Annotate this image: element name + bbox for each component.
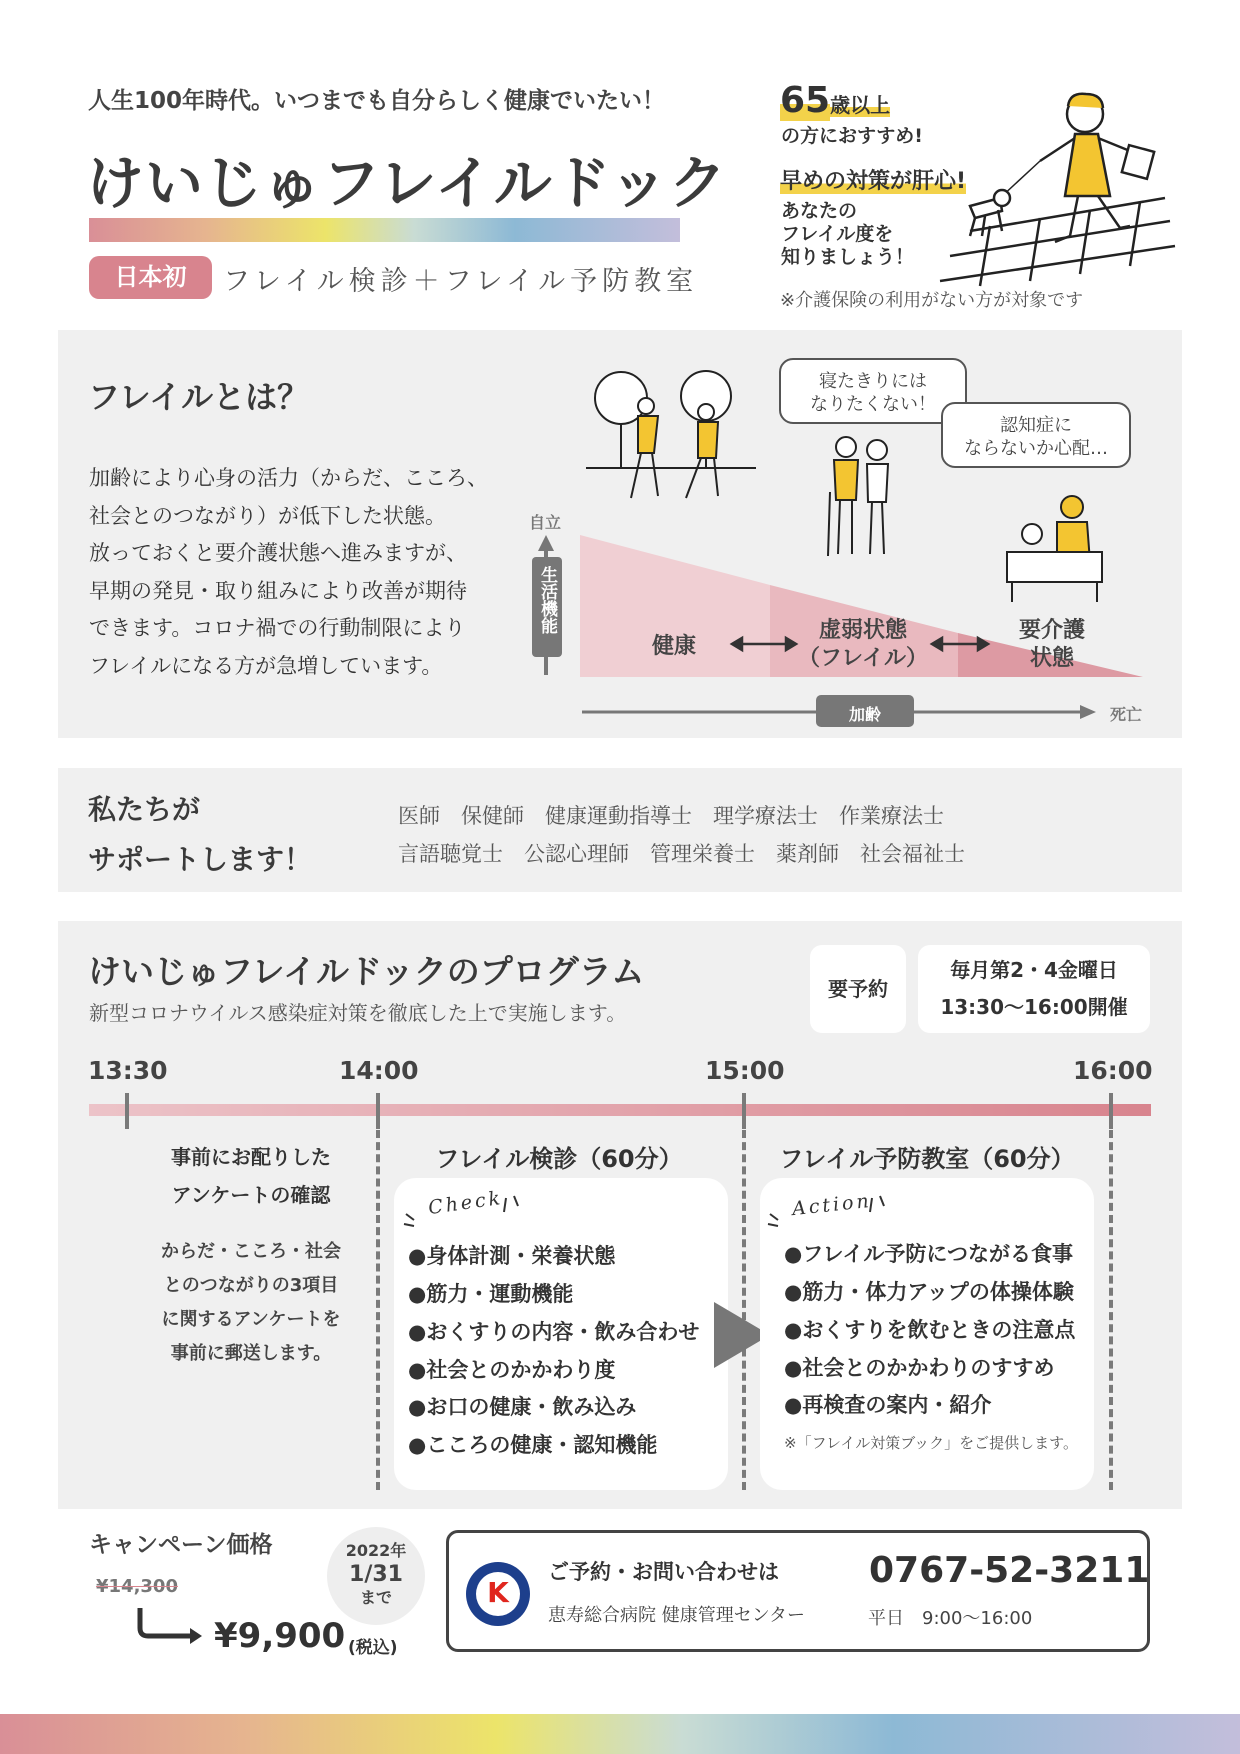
timeline-tick (376, 1093, 380, 1129)
pre-check-title (140, 1138, 362, 1214)
check-accent-marks (400, 1190, 530, 1230)
tagline: 人生100年時代。いつまでも自分らしく健康でいたい！ (88, 88, 666, 114)
time-1400: 14:00 (339, 1056, 419, 1085)
contact-box (446, 1530, 1150, 1652)
stage-frail-line-1: 虚弱状態 (818, 618, 907, 643)
target-note: ※介護保険の利用がない方が対象です (780, 290, 1084, 311)
deadline-suffix: まで (359, 1588, 392, 1607)
stage-care-label (1005, 617, 1099, 673)
target-headline-text: 早めの対策が肝心! (780, 169, 967, 194)
frail-body-line: 早期の発見・取り組みにより改善が期待 (89, 578, 467, 603)
schedule-box (918, 945, 1150, 1033)
action-item: ●筋力・体力アップの体操体験 (784, 1280, 1074, 1304)
support-roles-row-1: 医師 保健師 健康運動指導士 理学療法士 作業療法士 (398, 804, 944, 828)
timeline-divider (376, 1130, 380, 1490)
schedule-time: 13:30～16:00開催 (940, 995, 1128, 1019)
contact-title: ご予約・お問い合わせは (548, 1560, 779, 1584)
timeline-tick (1109, 1093, 1113, 1129)
target-age (780, 80, 890, 121)
support-roles-row-2: 言語聴覚士 公認心理師 管理栄養士 薬剤師 社会福祉士 (398, 842, 965, 866)
contact-phone[interactable]: 0767-52-3211 (869, 1550, 1150, 1591)
frail-body-line: 社会とのつながり）が低下した状態。 (89, 503, 446, 528)
target-line-2: フレイル度を (781, 223, 894, 245)
bubble-line: 寝たきりには (819, 371, 927, 392)
program-subtext: 新型コロナウイルス感染症対策を徹底した上で実施します。 (89, 1001, 627, 1025)
frail-body (89, 460, 488, 685)
page-subtitle: フレイル検診＋フレイル予防教室 (223, 266, 699, 297)
target-age-suffix: 歳以上 (830, 93, 891, 117)
deadline-date: 1/31 (349, 1562, 403, 1587)
page-title: けいじゅフレイルドック (86, 149, 728, 217)
stage-health-label: 健康 (652, 634, 697, 659)
bubble-line: なりたくない！ (810, 394, 936, 415)
price-tax-note: (税込) (348, 1638, 398, 1658)
old-price: ¥14,300 (96, 1576, 178, 1597)
axis-independence-label: 自立 (529, 513, 562, 532)
action-item: ●フレイル予防につながる食事 (784, 1242, 1074, 1266)
stage-care-line-1: 要介護 (1018, 618, 1085, 643)
pre-check-body (140, 1235, 362, 1371)
pre-check-body-line: 事前に郵送します。 (170, 1343, 332, 1364)
bubble-line: 認知症に (1000, 415, 1072, 436)
action-item: ●おくすりを飲むときの注意点 (784, 1318, 1076, 1342)
target-line-1: あなたの (781, 200, 858, 222)
stage-care-line-2: 状態 (1029, 646, 1074, 671)
frail-body-line: フレイルになる方が急増しています。 (89, 653, 443, 678)
action-note: ※「フレイル対策ブック」をご提供します。 (784, 1434, 1078, 1452)
action-item: ●社会とのかかわりのすすめ (784, 1356, 1055, 1380)
walking-couple-illustration (586, 368, 756, 508)
axis-life-function-label: 生活機能 (537, 566, 557, 634)
timeline-bar (89, 1104, 1151, 1116)
action-accent-marks (764, 1190, 894, 1230)
pre-check-title-line-2: アンケートの確認 (171, 1183, 331, 1207)
check-item: ●筋力・運動機能 (408, 1282, 574, 1306)
hospital-logo-letter: K (487, 1576, 509, 1609)
time-1500: 15:00 (705, 1056, 785, 1085)
check-script-label: Check (426, 1186, 505, 1220)
support-heading-line-1: 私たちが (88, 793, 201, 826)
first-in-japan-badge: 日本初 (89, 256, 212, 299)
pre-check-body-line: とのつながりの3項目 (163, 1275, 339, 1296)
contact-hours: 平日 9:00～16:00 (868, 1608, 1033, 1629)
frail-body-line: 加齢により心身の活力（からだ、こころ、 (89, 466, 488, 490)
support-heading (88, 785, 312, 885)
check-item: ●身体計測・栄養状態 (408, 1244, 616, 1268)
death-label: 死亡 (1110, 705, 1143, 724)
action-section-title: フレイル予防教室（60分） (779, 1145, 1075, 1173)
price-arrow-icon (134, 1606, 204, 1646)
target-age-number: 65 (780, 80, 831, 121)
check-item: ●おくすりの内容・飲み合わせ (408, 1320, 700, 1344)
check-item: ●お口の健康・飲み込み (408, 1395, 637, 1419)
walking-woman-illustration (930, 86, 1190, 296)
title-rainbow-bar (89, 218, 680, 242)
vertical-axis-arrow (538, 535, 554, 551)
pre-check-title-line-1: 事前にお配りした (171, 1145, 331, 1169)
check-item: ●こころの健康・認知機能 (408, 1433, 658, 1457)
speech-bubble-dementia (941, 402, 1131, 468)
campaign-deadline-badge (327, 1527, 425, 1625)
footer-rainbow-bar (0, 1714, 1240, 1754)
action-item: ●再検査の案内・紹介 (784, 1393, 992, 1417)
schedule-days: 毎月第2・4金曜日 (950, 958, 1118, 982)
timeline-tick (742, 1093, 746, 1129)
time-1600: 16:00 (1073, 1056, 1153, 1085)
campaign-price-label: キャンペーン価格 (89, 1532, 273, 1558)
target-recommend: の方におすすめ! (781, 125, 923, 147)
check-item: ●社会とのかかわり度 (408, 1358, 616, 1382)
timeline-divider (1109, 1130, 1113, 1490)
hospital-logo (466, 1562, 530, 1626)
stage-frail-label (798, 617, 928, 673)
action-script-label: Action (791, 1189, 873, 1221)
pre-check-body-line: に関するアンケートを (161, 1309, 341, 1330)
program-heading: けいじゅフレイルドックのプログラム (88, 952, 645, 991)
frail-body-line: できます。コロナ禍での行動制限により (89, 616, 466, 640)
horizontal-axis-arrow (1080, 705, 1096, 719)
timeline-tick (125, 1093, 129, 1129)
frail-body-line: 放っておくと要介護状態へ進みますが、 (89, 541, 467, 565)
frail-heading: フレイルとは？ (88, 378, 310, 416)
reservation-required-badge: 要予約 (810, 945, 906, 1033)
time-1330: 13:30 (88, 1056, 168, 1085)
support-heading-line-2: サポートします！ (88, 843, 313, 876)
target-line-3: 知りましょう！ (781, 246, 915, 268)
stage-frail-line-2: （フレイル） (798, 646, 929, 671)
speech-bubble-bedridden (779, 358, 967, 424)
new-price: ¥9,900 (214, 1616, 346, 1656)
bubble-line: ならないか心配… (964, 438, 1108, 459)
deadline-year: 2022年 (345, 1541, 407, 1560)
check-section-title: フレイル検診（60分） (435, 1145, 683, 1173)
aging-label: 加齢 (848, 705, 881, 724)
pre-check-body-line: からだ・こころ・社会 (161, 1241, 341, 1262)
contact-organization: 恵寿総合病院 健康管理センター (548, 1605, 806, 1626)
